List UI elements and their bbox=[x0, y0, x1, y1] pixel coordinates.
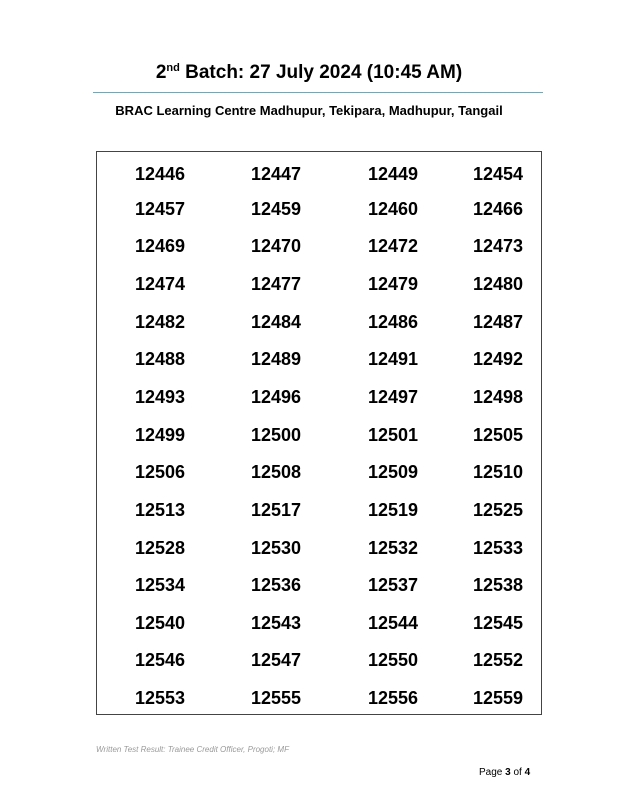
title-underline bbox=[93, 92, 543, 93]
table-row bbox=[97, 686, 541, 710]
table-row bbox=[97, 347, 541, 371]
table-row bbox=[97, 573, 541, 597]
table-row bbox=[97, 162, 541, 186]
roll-number-cell: 12460 bbox=[367, 199, 419, 219]
roll-number-cell: 12532 bbox=[367, 538, 419, 558]
table-row bbox=[97, 460, 541, 484]
roll-number-cell: 12513 bbox=[134, 500, 186, 520]
roll-number-cell: 12505 bbox=[472, 425, 524, 445]
roll-number-cell: 12509 bbox=[367, 462, 419, 482]
roll-number-cell: 12519 bbox=[367, 500, 419, 520]
table-row bbox=[97, 423, 541, 447]
roll-number-cell: 12497 bbox=[367, 387, 419, 407]
roll-number-cell: 12537 bbox=[367, 575, 419, 595]
roll-number-cell: 12536 bbox=[250, 575, 302, 595]
roll-number-cell: 12459 bbox=[250, 199, 302, 219]
page-title bbox=[0, 62, 618, 84]
venue-subtitle: BRAC Learning Centre Madhupur, Tekipara, Madhupur, Tangail bbox=[115, 103, 503, 118]
roll-number-cell: 12473 bbox=[472, 236, 524, 256]
roll-number-cell: 12552 bbox=[472, 650, 524, 670]
roll-number-cell: 12469 bbox=[134, 236, 186, 256]
roll-number-cell: 12454 bbox=[472, 164, 524, 184]
roll-number-cell: 12482 bbox=[134, 312, 186, 332]
roll-number-cell: 12474 bbox=[134, 274, 186, 294]
roll-number-cell: 12477 bbox=[250, 274, 302, 294]
table-row bbox=[97, 310, 541, 334]
footer-note: Written Test Result: Trainee Credit Officer, Progoti; MF bbox=[96, 745, 289, 754]
roll-number-cell: 12446 bbox=[134, 164, 186, 184]
title-text: Batch: 27 July 2024 (10:45 AM) bbox=[179, 62, 463, 83]
roll-number-cell: 12545 bbox=[472, 613, 524, 633]
roll-number-cell: 12540 bbox=[134, 613, 186, 633]
table-row bbox=[97, 385, 541, 409]
table-row bbox=[97, 272, 541, 296]
roll-number-cell: 12499 bbox=[134, 425, 186, 445]
roll-number-cell: 12486 bbox=[367, 312, 419, 332]
page-current: 3 bbox=[505, 767, 511, 778]
table-row bbox=[97, 498, 541, 522]
page-label: Page bbox=[479, 767, 506, 778]
title-ordinal: 2 bbox=[155, 62, 167, 83]
roll-number-cell: 12553 bbox=[134, 688, 186, 708]
roll-number-cell: 12480 bbox=[472, 274, 524, 294]
roll-number-cell: 12457 bbox=[134, 199, 186, 219]
table-row bbox=[97, 197, 541, 221]
roll-number-cell: 12488 bbox=[134, 349, 186, 369]
roll-number-cell: 12501 bbox=[367, 425, 419, 445]
roll-number-cell: 12517 bbox=[250, 500, 302, 520]
roll-number-table bbox=[96, 151, 542, 715]
roll-number-cell: 12466 bbox=[472, 199, 524, 219]
roll-number-cell: 12487 bbox=[472, 312, 524, 332]
roll-number-cell: 12533 bbox=[472, 538, 524, 558]
roll-number-cell: 12506 bbox=[134, 462, 186, 482]
table-row bbox=[97, 234, 541, 258]
roll-number-cell: 12484 bbox=[250, 312, 302, 332]
roll-number-cell: 12472 bbox=[367, 236, 419, 256]
roll-number-cell: 12479 bbox=[367, 274, 419, 294]
roll-number-cell: 12500 bbox=[250, 425, 302, 445]
roll-number-cell: 12546 bbox=[134, 650, 186, 670]
roll-number-cell: 12534 bbox=[134, 575, 186, 595]
roll-number-cell: 12543 bbox=[250, 613, 302, 633]
title-ordinal-suffix: nd bbox=[166, 62, 180, 74]
roll-number-cell: 12496 bbox=[250, 387, 302, 407]
roll-number-cell: 12525 bbox=[472, 500, 524, 520]
table-row bbox=[97, 611, 541, 635]
roll-number-cell: 12492 bbox=[472, 349, 524, 369]
roll-number-cell: 12498 bbox=[472, 387, 524, 407]
roll-number-cell: 12510 bbox=[472, 462, 524, 482]
roll-number-cell: 12470 bbox=[250, 236, 302, 256]
roll-number-cell: 12555 bbox=[250, 688, 302, 708]
page-of: of bbox=[510, 767, 525, 778]
roll-number-cell: 12550 bbox=[367, 650, 419, 670]
roll-number-cell: 12528 bbox=[134, 538, 186, 558]
table-row bbox=[97, 536, 541, 560]
roll-number-cell: 12508 bbox=[250, 462, 302, 482]
roll-number-cell: 12493 bbox=[134, 387, 186, 407]
roll-number-cell: 12449 bbox=[367, 164, 419, 184]
roll-number-cell: 12544 bbox=[367, 613, 419, 633]
table-row bbox=[97, 648, 541, 672]
roll-number-cell: 12491 bbox=[367, 349, 419, 369]
roll-number-cell: 12547 bbox=[250, 650, 302, 670]
page-total: 4 bbox=[524, 767, 531, 778]
page-number bbox=[479, 767, 530, 778]
roll-number-cell: 12559 bbox=[472, 688, 524, 708]
roll-number-cell: 12556 bbox=[367, 688, 419, 708]
roll-number-cell: 12530 bbox=[250, 538, 302, 558]
roll-number-cell: 12447 bbox=[250, 164, 302, 184]
roll-number-cell: 12489 bbox=[250, 349, 302, 369]
roll-number-cell: 12538 bbox=[472, 575, 524, 595]
